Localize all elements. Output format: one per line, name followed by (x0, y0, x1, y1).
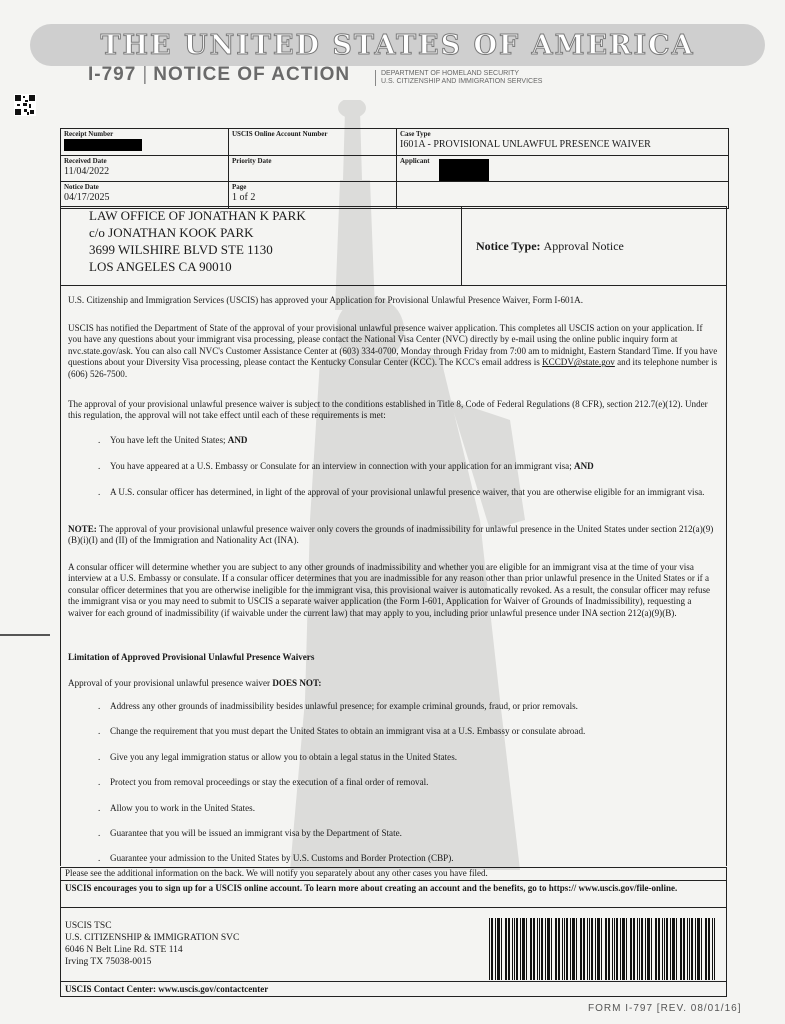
consular-paragraph: A consular officer will determine whether you are subject to any other grounds of inadmissibility and whether you are eligible for an immigrant visa at the time of your visa interview at a U.S. Embassy or consulate. If a consular officer determines that you are inadmissible for any reason other than prior unlawful presence in the United States or if a consular officer determines that you are otherwise ineligible for the immigrant visa, this provisional waiver is automatically revoked. As a result, the consular officer may refuse the immigrant visa or you may need to submit to USCIS a separate waiver application (the Form I-601, Application for Waiver of Grounds of Inadmissibility), requesting a waiver for each ground of inadmissibility (if waivable under the current law) that may apply to you, including prior unlawful presence under INA section 212(a)(9)(B). (68, 562, 711, 618)
applicant-cell: Applicant (397, 156, 728, 182)
banner-title: THE UNITED STATES OF AMERICA (100, 29, 695, 61)
limitations-heading: Limitation of Approved Provisional Unlawful Presence Waivers (68, 652, 315, 662)
kcc-email-link[interactable]: KCCDV@state.gov (542, 357, 615, 368)
nvc-paragraph: USCIS has notified the Department of State of the approval of your provisional unlawful presence waiver application. This completes all USCIS action on your application. If you have any questions about your immigrant visa processing, please contact the National Visa Center (NVC) directly by e-mail using the online public inquiry form at nvc.state.gov/ask. You can also call NVC's Customer Assistance Center at (603) 334-0700, Monday through Friday from 7:00 am to midnight, Eastern Standard Time. If you have questions about your Diversity Visa processing, please contact the Kentucky Consular Center (KCC). The KCC's email address is KCCDV@state.gov and its telephone number is (606) 526-7500. (68, 323, 718, 379)
mailing-address: LAW OFFICE OF JONATHAN K PARK c/o JONATHAN KOOK PARK 3699 WILSHIRE BLVD STE 1130 LOS ANGELES CA 90010 (60, 206, 462, 286)
qr-code-icon (14, 94, 36, 116)
banner (30, 24, 765, 66)
notice-date-cell: Notice Date 04/17/2025 (61, 182, 229, 208)
notice-header-table (60, 128, 729, 209)
receipt-number-cell: Receipt Number (61, 129, 229, 156)
online-account-notice: USCIS encourages you to sign up for a USCIS online account. To learn more about creating an account and the benefits, go to https:// www.uscis.gov/file-online. (61, 882, 726, 908)
form-heading (88, 64, 350, 86)
margin-mark (0, 634, 50, 636)
notice-body (60, 286, 727, 866)
list-item: . Address any other grounds of inadmissibility besides unlawful presence; for example criminal grounds, fraud, or prior removals. (98, 701, 578, 711)
notice-type: Notice Type: Approval Notice (462, 206, 727, 286)
service-center-address: USCIS TSC U.S. CITIZENSHIP & IMMIGRATION SVC 6046 N Belt Line Rd. STE 114 Irving TX 75038-0015 (65, 921, 240, 967)
redaction (439, 159, 489, 181)
list-item: . Protect you from removal proceedings or stay the execution of a final order of removal. (98, 777, 429, 787)
list-item: . Give you any legal immigration status or allow you to obtain a legal status in the United States. (98, 752, 458, 762)
form-title: NOTICE OF ACTION (153, 64, 351, 85)
see-back-line: Please see the additional information on the back. We will notify you separately about any other cases you have filed. (61, 868, 726, 881)
page-cell: Page 1 of 2 (229, 182, 397, 208)
online-account-cell: USCIS Online Account Number (229, 129, 397, 156)
form-revision: FORM I-797 [REV. 08/01/16] (588, 1003, 742, 1014)
list-item: . Allow you to work in the United States. (98, 803, 255, 813)
redaction (64, 139, 142, 151)
divider: | (142, 64, 148, 85)
department-name: DEPARTMENT OF HOMELAND SECURITY U.S. CITIZENSHIP AND IMMIGRATION SERVICES (375, 70, 542, 86)
approval-paragraph: U.S. Citizenship and Immigration Services (USCIS) has approved your Application for Provisional Unlawful Presence Waiver, Form I-601A. (68, 295, 583, 305)
list-item: . You have appeared at a U.S. Embassy or Consulate for an interview in connection with your application for an immigrant visa; AND (98, 461, 594, 471)
received-date-cell: Received Date 11/04/2022 (61, 156, 229, 182)
list-item: . Guarantee your admission to the United States by U.S. Customs and Border Protection (CBP). (98, 853, 454, 863)
barcode-icon (487, 918, 718, 980)
list-item: . Change the requirement that you must depart the United States to obtain an immigrant visa at a U.S. Embassy or consulate abroad. (98, 726, 586, 736)
priority-date-cell: Priority Date (229, 156, 397, 182)
does-not-paragraph: Approval of your provisional unlawful presence waiver DOES NOT: (68, 678, 322, 688)
note-paragraph: NOTE: The approval of your provisional unlawful presence waiver only covers the grounds of inadmissibility for unlawful presence in the United States under section 212(a)(9)(B)(i)(I) and (II) of the Immigration and Nationality Act (INA). (68, 524, 714, 546)
form-number: I-797 (88, 64, 137, 85)
list-item: . A U.S. consular officer has determined, in light of the approval of your provisional unlawful presence waiver, that you are otherwise eligible for an immigrant visa. (98, 487, 705, 497)
list-item: . You have left the United States; AND (98, 435, 248, 445)
contact-center: USCIS Contact Center: www.uscis.gov/contactcenter (61, 981, 726, 997)
conditions-paragraph: The approval of your provisional unlawful presence waiver is subject to the conditions established in Title 8, Code of Federal Regulations (8 CFR), section 212.7(e)(12). Under this regulation, the approval will not take effect until each of these requirements is met: (68, 399, 708, 421)
case-type-cell: Case Type I601A - PROVISIONAL UNLAWFUL PRESENCE WAIVER (397, 129, 728, 156)
list-item: . Guarantee that you will be issued an immigrant visa by the Department of State. (98, 828, 402, 838)
